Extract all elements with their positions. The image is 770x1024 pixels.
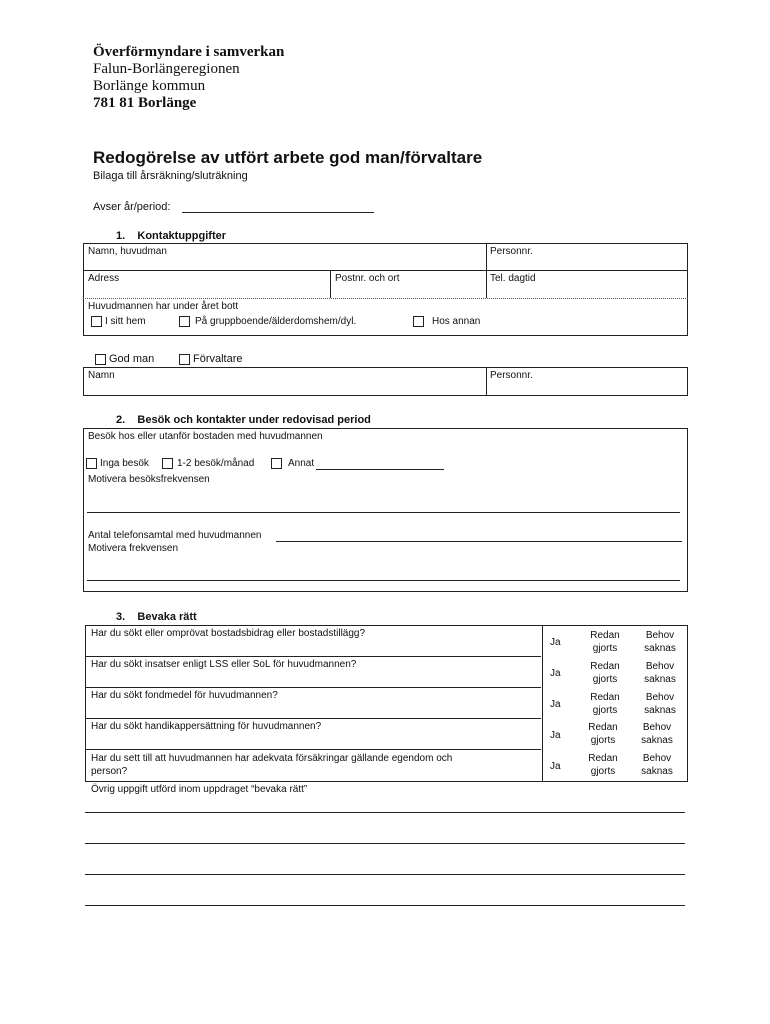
already-done-option[interactable]: Redan gjorts [590,661,620,685]
guardian-table [83,367,688,396]
housing-label: Huvudmannen har under året bott [88,301,239,312]
group-home-label: På gruppboende/älderdomshem/dyl. [195,316,357,327]
rights-question: Har du sökt eller omprövat bostadsbidrag eller bostadstillägg? [91,628,366,639]
rights-question: Har du sökt fondmedel för huvudmannen? [91,690,278,701]
rights-question: Har du sett till att huvudmannen har adekvata försäkringar gällande egendom och person? [91,753,453,777]
not-needed-option[interactable]: Behov saknas [641,753,673,777]
other-task-label: Övrig uppgift utförd inom uppdraget “bevaka rätt” [91,784,308,795]
yes-option[interactable]: Ja [550,699,561,710]
phone-calls-input[interactable] [276,541,682,542]
checkbox-no-visits[interactable] [86,458,97,469]
forvaltare-label: Förvaltare [193,353,243,365]
org-region: Falun-Borlängeregionen [93,61,240,77]
checkbox-1-2-visits[interactable] [162,458,173,469]
other-task-line[interactable] [85,843,685,844]
already-done-option[interactable]: Redan gjorts [588,722,618,746]
already-done-option[interactable]: Redan gjorts [590,630,620,654]
other-task-line[interactable] [85,874,685,875]
yes-option[interactable]: Ja [550,637,561,648]
other-visits-label: Annat [288,458,315,469]
yes-option[interactable]: Ja [550,730,561,741]
huvudman-name-label[interactable]: Namn, huvudman [88,246,167,257]
phone-calls-label: Antal telefonsamtal med huvudmannen [88,530,262,541]
yes-option[interactable]: Ja [550,668,561,679]
section3-heading: 3. Bevaka rätt [116,611,197,623]
other-home-label: Hos annan [432,316,481,327]
motivate-frequency-input[interactable] [87,580,680,581]
checkbox-other-visits[interactable] [271,458,282,469]
phone-label[interactable]: Tel. dagtid [490,273,536,284]
visits-label: Besök hos eller utanför bostaden med huvudmannen [88,431,323,442]
period-label: Avser år/period: [93,201,171,213]
checkbox-group-home[interactable] [179,316,190,327]
section2-heading: 2. Besök och kontakter under redovisad period [116,414,371,426]
postal-label[interactable]: Postnr. och ort [335,273,400,284]
already-done-option[interactable]: Redan gjorts [588,753,618,777]
guardian-name-label[interactable]: Namn [88,370,115,381]
address-label[interactable]: Adress [88,273,120,284]
own-home-label: I sitt hem [105,316,146,327]
checkbox-other-home[interactable] [413,316,424,327]
yes-option[interactable]: Ja [550,761,561,772]
org-name: Överförmyndare i samverkan [93,44,285,60]
not-needed-option[interactable]: Behov saknas [641,722,673,746]
checkbox-god-man[interactable] [95,354,106,365]
other-task-line[interactable] [85,812,685,813]
motivate-visits-input[interactable] [87,512,680,513]
not-needed-option[interactable]: Behov saknas [644,630,676,654]
no-visits-label: Inga besök [100,458,149,469]
contact-table [83,243,688,336]
other-visits-input[interactable] [316,469,444,470]
checkbox-own-home[interactable] [91,316,102,327]
other-task-line[interactable] [85,905,685,906]
already-done-option[interactable]: Redan gjorts [590,692,620,716]
period-input[interactable] [182,212,374,213]
checkbox-forvaltare[interactable] [179,354,190,365]
page-subtitle: Bilaga till årsräkning/sluträkning [93,170,248,182]
guardian-personnr-label[interactable]: Personnr. [490,370,533,381]
rights-question: Har du sökt insatser enligt LSS eller SoL för huvudmannen? [91,659,357,670]
not-needed-option[interactable]: Behov saknas [644,692,676,716]
huvudman-personnr-label[interactable]: Personnr. [490,246,533,257]
section1-heading: 1. Kontaktuppgifter [116,230,226,242]
motivate-visits-label: Motivera besöksfrekvensen [88,474,210,485]
page-title: Redogörelse av utfört arbete god man/förvaltare [93,148,483,167]
org-municipality: Borlänge kommun [93,78,206,94]
one-two-visits-label: 1-2 besök/månad [177,458,255,469]
visits-table [83,428,688,592]
org-postal: 781 81 Borlänge [93,95,197,111]
god-man-label: God man [109,353,155,365]
not-needed-option[interactable]: Behov saknas [644,661,676,685]
motivate-frequency-label: Motivera frekvensen [88,543,179,554]
rights-question: Har du sökt handikappersättning för huvudmannen? [91,721,322,732]
